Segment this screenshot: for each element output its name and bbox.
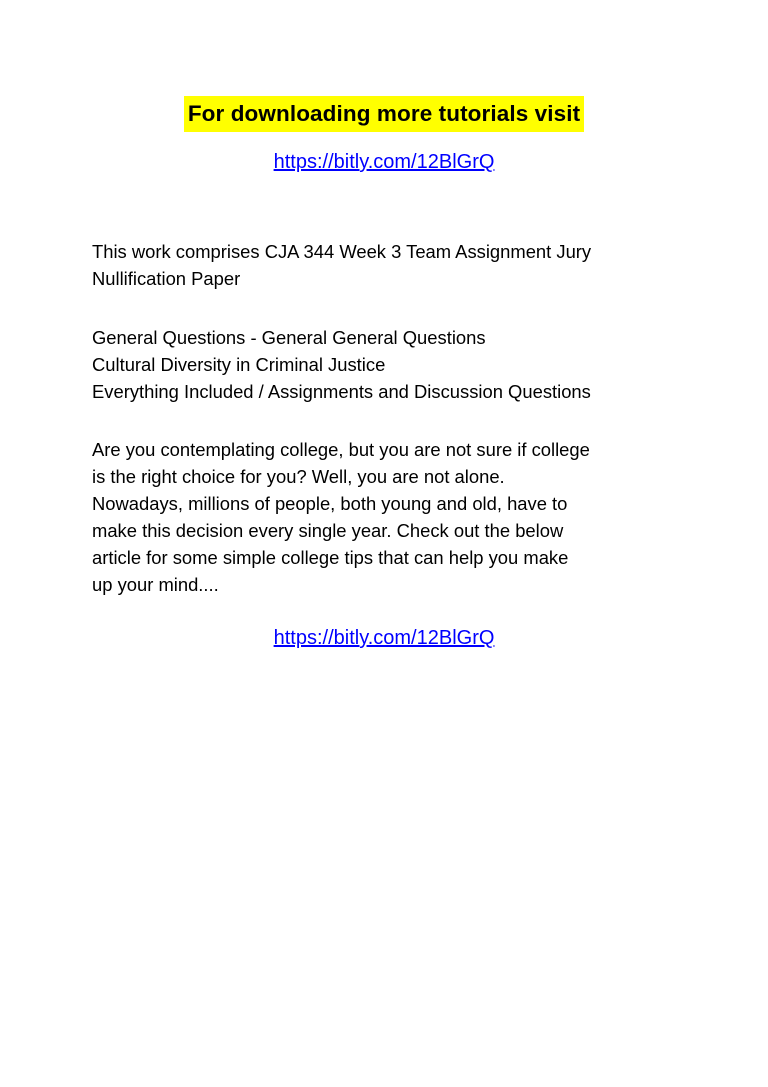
tutorial-link-bottom[interactable]: https://bitly.com/12BlGrQ xyxy=(273,627,495,649)
intro-paragraph xyxy=(92,238,702,292)
category-line: Cultural Diversity in Criminal Justice xyxy=(92,354,386,375)
category-line: General Questions - General General Questions xyxy=(92,327,486,348)
tutorial-link-top[interactable]: https://bitly.com/12BlGrQ xyxy=(273,151,495,173)
description-line: up your mind.... xyxy=(92,574,219,595)
description-line: is the right choice for you? Well, you are not alone. xyxy=(92,466,505,487)
headline-text: For downloading more tutorials visit xyxy=(184,96,584,132)
intro-line: This work comprises CJA 344 Week 3 Team Assignment Jury xyxy=(92,241,592,262)
category-line: Everything Included / Assignments and Discussion Questions xyxy=(92,381,591,402)
description-line: article for some simple college tips that can help you make xyxy=(92,547,569,568)
description-paragraph xyxy=(92,436,702,598)
description-line: Nowadays, millions of people, both young and old, have to xyxy=(92,493,568,514)
intro-line: Nullification Paper xyxy=(92,268,241,289)
top-link-container xyxy=(0,148,768,178)
description-line: make this decision every single year. Check out the below xyxy=(92,520,564,541)
bottom-link-container xyxy=(0,624,768,654)
headline-container xyxy=(0,96,768,132)
category-paragraph xyxy=(92,324,702,405)
description-line: Are you contemplating college, but you are not sure if college xyxy=(92,439,590,460)
